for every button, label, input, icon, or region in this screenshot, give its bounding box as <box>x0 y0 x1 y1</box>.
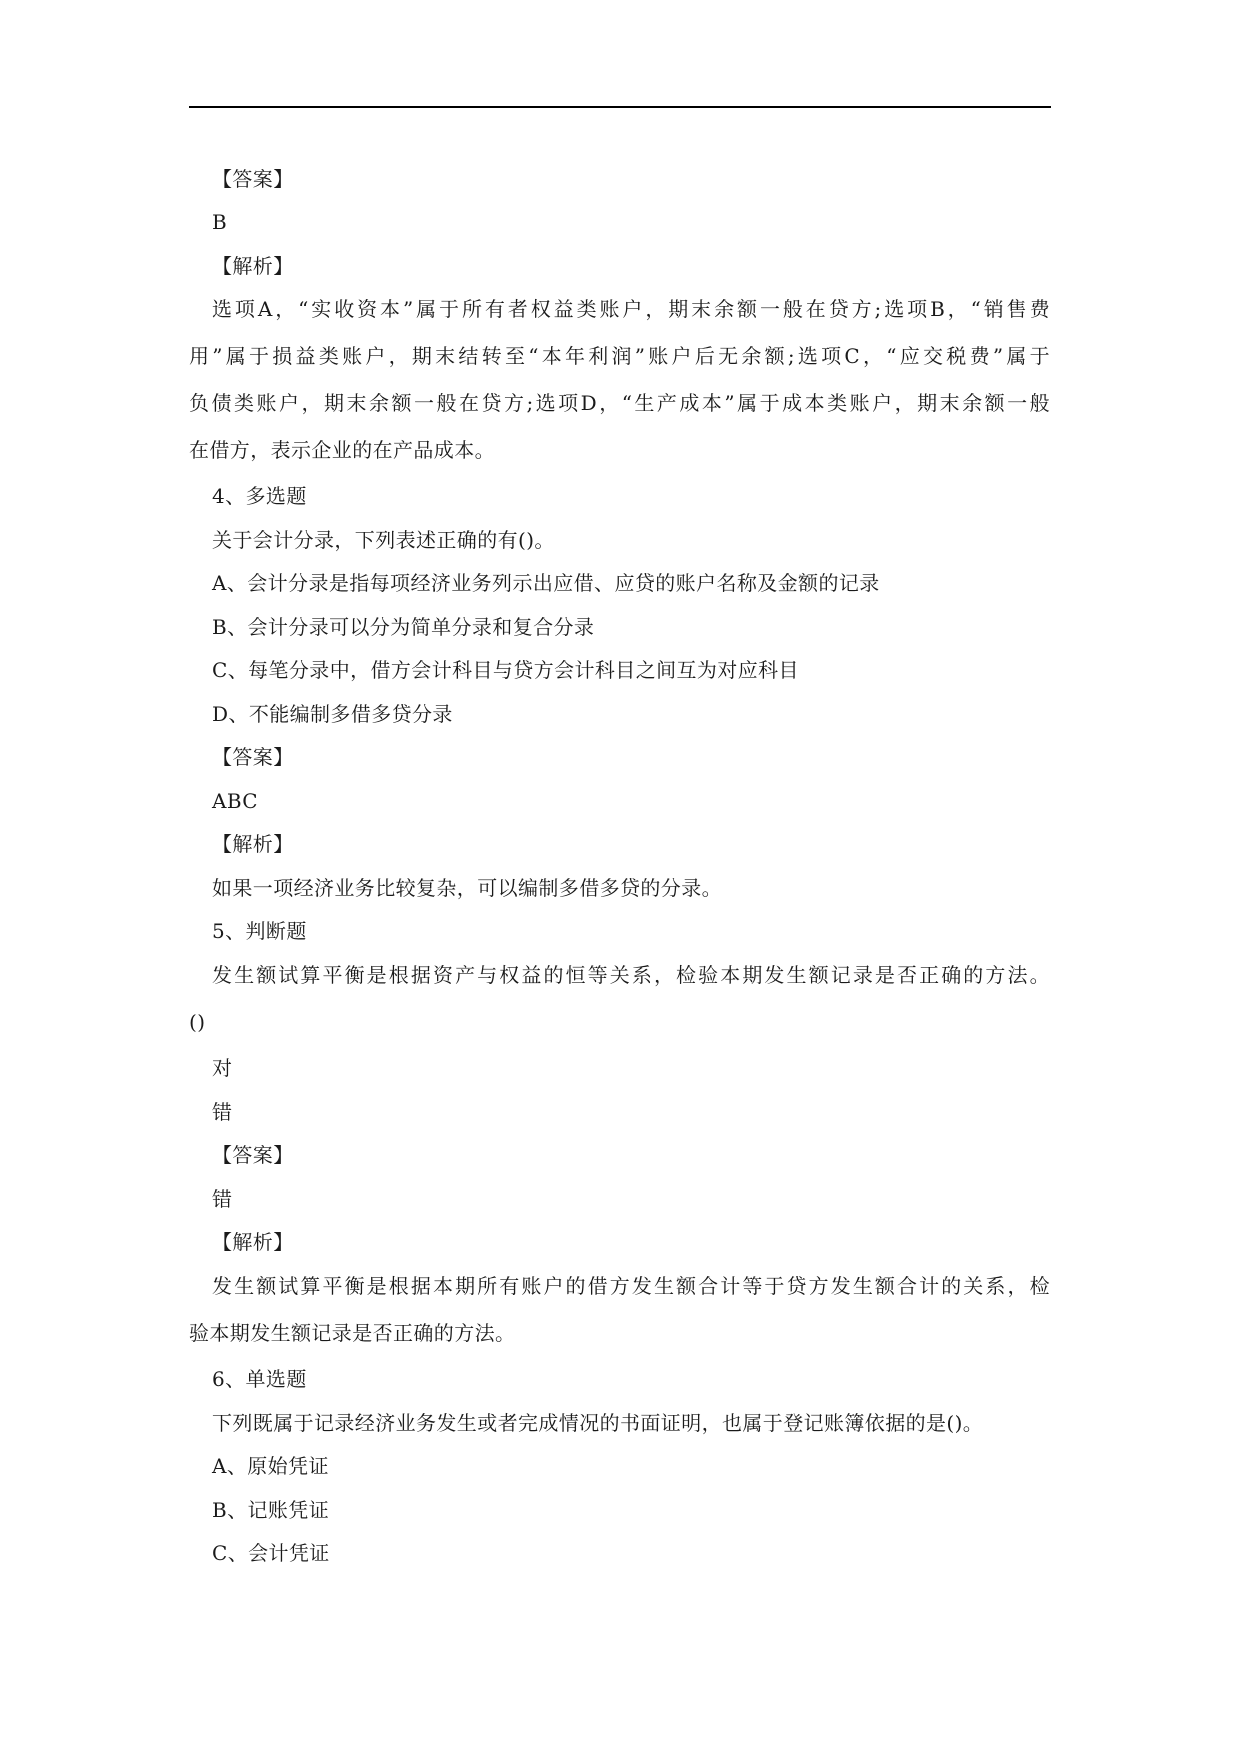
header-rule <box>189 106 1051 108</box>
q4-option-a: A、会计分录是指每项经济业务列示出应借、应贷的账户名称及金额的记录 <box>212 571 880 595</box>
q4-option-b: B、会计分录可以分为简单分录和复合分录 <box>212 615 595 639</box>
q5-question: 发生额试算平衡是根据资产与权益的恒等关系，检验本期发生额记录是否正确的方法。 <box>212 963 1050 987</box>
q5-answer: 错 <box>212 1187 233 1211</box>
q6-question: 下列既属于记录经济业务发生或者完成情况的书面证明，也属于登记账簿依据的是()。 <box>212 1411 984 1435</box>
q5-option-true: 对 <box>212 1056 233 1080</box>
q6-option-a: A、原始凭证 <box>212 1454 329 1478</box>
q3-analysis-line: 用”属于损益类账户，期末结转至“本年利润”账户后无余额;选项C，“应交税费”属于 <box>189 344 1050 368</box>
q5-analysis-line: 验本期发生额记录是否正确的方法。 <box>189 1321 516 1345</box>
q5-question-blank: () <box>189 1010 206 1034</box>
q6-option-b: B、记账凭证 <box>212 1498 330 1522</box>
q4-question: 关于会计分录，下列表述正确的有()。 <box>212 528 555 552</box>
q4-option-d: D、不能编制多借多贷分录 <box>212 702 453 726</box>
q4-analysis-heading: 【解析】 <box>212 832 294 856</box>
q3-analysis-heading: 【解析】 <box>212 254 294 278</box>
q4-analysis: 如果一项经济业务比较复杂，可以编制多借多贷的分录。 <box>212 876 722 900</box>
q3-answer: B <box>212 210 228 234</box>
q3-answer-heading: 【答案】 <box>212 167 294 191</box>
q6-header: 6、单选题 <box>212 1367 307 1391</box>
q3-analysis-line: 选项A，“实收资本”属于所有者权益类账户，期末余额一般在贷方;选项B，“销售费 <box>212 297 1050 321</box>
q3-analysis-line: 在借方，表示企业的在产品成本。 <box>189 438 495 462</box>
q4-answer: ABC <box>212 789 259 813</box>
q4-answer-heading: 【答案】 <box>212 745 294 769</box>
q5-header: 5、判断题 <box>212 919 307 943</box>
q6-option-c: C、会计凭证 <box>212 1541 330 1565</box>
q5-analysis-heading: 【解析】 <box>212 1230 294 1254</box>
q3-analysis-line: 负债类账户，期末余额一般在贷方;选项D，“生产成本”属于成本类账户，期末余额一般 <box>189 391 1050 415</box>
q5-option-false: 错 <box>212 1100 233 1124</box>
q5-answer-heading: 【答案】 <box>212 1143 294 1167</box>
q4-option-c: C、每笔分录中，借方会计科目与贷方会计科目之间互为对应科目 <box>212 658 799 682</box>
q5-analysis-line: 发生额试算平衡是根据本期所有账户的借方发生额合计等于贷方发生额合计的关系，检 <box>212 1274 1050 1298</box>
q4-header: 4、多选题 <box>212 484 307 508</box>
